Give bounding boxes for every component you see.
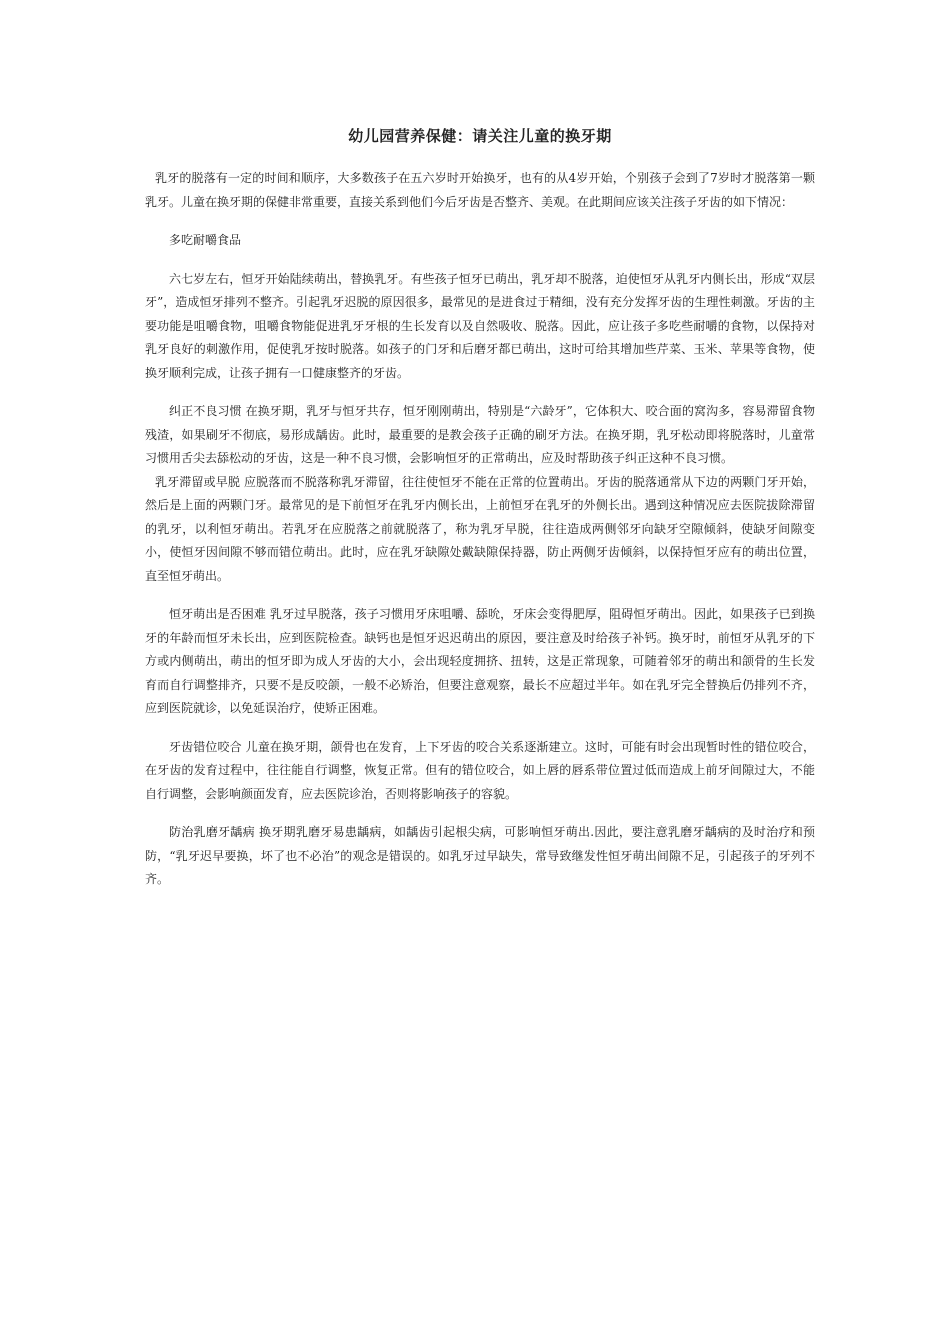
paragraph-caries-prevention: 防治乳磨牙龋病 换牙期乳磨牙易患龋病，如龋齿引起根尖病，可影响恒牙萌出.因此，要注意乳磨牙龋病的及时治疗和预防，“乳牙迟早要换，坏了也不必治”的观念是错误的。如乳牙过早缺失，常导致继发性恒牙萌出间隙不足，引起孩子的牙列不齐。 [145,825,815,886]
paragraph-malocclusion: 牙齿错位咬合 儿童在换牙期，颌骨也在发育，上下牙齿的咬合关系逐渐建立。这时，可能有时会出现暂时性的错位咬合，在牙齿的发育过程中，往往能自行调整，恢复正常。但有的错位咬合，如上唇的唇系带位置过低而造成上前牙间隙过大，不能自行调整，会影响颜面发育，应去医院诊治，否则将影响孩子的容貌。 [145,739,815,801]
paragraph-chewy-food: 六七岁左右，恒牙开始陆续萌出，替换乳牙。有些孩子恒牙已萌出，乳牙却不脱落，迫使恒牙从乳牙内侧长出，形成“双层牙”，造成恒牙排列不整齐。引起乳牙迟脱的原因很多，最常见的是进食过于精细，没有充分发挥牙齿的生理性刺激。牙齿的主要功能是咀嚼食物，咀嚼食物能促进乳牙牙根的生长发育以及自然吸收、脱落。因此，应让孩子多吃些耐嚼的食物，以保持对乳牙良好的刺激作用，促使乳牙按时脱落。如孩子的门牙和后磨牙都已萌出，这时可给其增加些芹菜、玉米、苹果等食物，使换牙顺利完成，让孩子拥有一口健康整齐的牙齿。 [145,271,815,380]
paragraph-retention-early-loss: 乳牙滞留或早脱 应脱落而不脱落称乳牙滞留，往往使恒牙不能在正常的位置萌出。牙齿的脱落通常从下边的两颗门牙开始，然后是上面的两颗门牙。最常见的是下前恒牙在乳牙内侧长出，上前恒牙在乳牙的外侧长出。遇到这种情况应去医院拔除滞留的乳牙，以利恒牙萌出。若乳牙在应脱落之前就脱落了，称为乳牙早脱，往往造成两侧邻牙向缺牙空隙倾斜，使缺牙间隙变小，使恒牙因间隙不够而错位萌出。此时，应在乳牙缺隙处戴缺隙保持器，防止两侧牙齿倾斜，以保持恒牙应有的萌出位置，直至恒牙萌出。 [145,474,815,583]
paragraph-bad-habits: 纠正不良习惯 在换牙期，乳牙与恒牙共存，恒牙刚刚萌出，特别是“六龄牙”，它体积大、咬合面的窝沟多，容易滞留食物残渣，如果刷牙不彻底，易形成龋齿。此时，最重要的是教会孩子正确的刷牙方法。在换牙期，乳牙松动即将脱落时，儿童常习惯用舌尖去舔松动的牙齿，这是一种不良习惯，会影响恒牙的正常萌出，应及时帮助孩子纠正这种不良习惯。 [145,404,815,465]
paragraph-eruption-difficulty: 恒牙萌出是否困难 乳牙过早脱落，孩子习惯用牙床咀嚼、舔吮，牙床会变得肥厚，阻碍恒牙萌出。因此，如果孩子已到换牙的年龄而恒牙未长出，应到医院检查。缺钙也是恒牙迟迟萌出的原因，要注意及时给孩子补钙。换牙时，前恒牙从乳牙的下方或内侧萌出，萌出的恒牙即为成人牙齿的大小，会出现轻度拥挤、扭转，这是正常现象，可随着邻牙的萌出和颌骨的生长发育而自行调整排齐，只要不是反咬颌，一般不必矫治，但要注意观察，最长不应超过半年。如在乳牙完全替换后仍排列不齐，应到医院就诊，以免延误治疗，使矫正困难。 [145,607,815,715]
document-title: 幼儿园营养保健：请关注儿童的换牙期 [348,127,612,145]
document-page [145,125,815,892]
intro-paragraph: 乳牙的脱落有一定的时间和顺序，大多数孩子在五六岁时开始换牙，也有的从4岁开始，个别孩子会到了7岁时才脱落第一颗乳牙。儿童在换牙期的保健非常重要，直接关系到他们今后牙齿是否整齐、美观。在此期间应该关注孩子牙齿的如下情况： [145,171,815,209]
section-heading-chewy-food: 多吃耐嚼食品 [169,233,242,247]
